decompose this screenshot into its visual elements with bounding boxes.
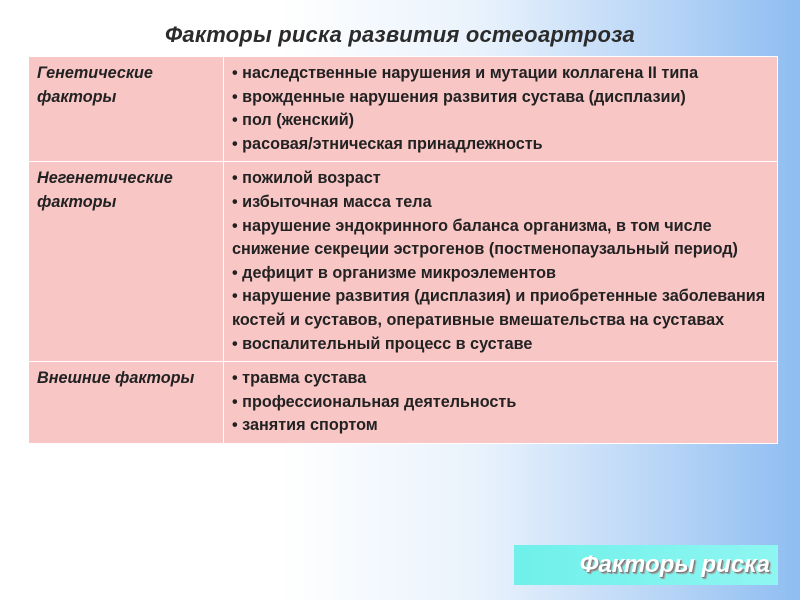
risk-factors-badge: Факторы риска	[514, 545, 778, 585]
slide-title: Факторы риска развития остеоартроза	[165, 22, 635, 47]
list-item: • наследственные нарушения и мутации коллагена II типа	[232, 62, 769, 86]
table-row	[29, 57, 778, 162]
list-item: • пол (женский)	[232, 109, 769, 133]
list-item: • воспалительный процесс в суставе	[232, 333, 769, 357]
list-item: • занятия спортом	[232, 414, 769, 438]
list-item: • избыточная масса тела	[232, 191, 769, 215]
items-cell	[224, 57, 778, 162]
list-item: • расовая/этническая принадлежность	[232, 133, 769, 157]
items-cell	[224, 362, 778, 444]
table-row	[29, 162, 778, 362]
category-cell: Внешние факторы	[29, 362, 224, 444]
table-row	[29, 362, 778, 444]
list-item: • профессиональная деятельность	[232, 391, 769, 415]
list-item: • пожилой возраст	[232, 167, 769, 191]
category-cell: Негенетические факторы	[29, 162, 224, 362]
list-item: • нарушение развития (дисплазия) и приобретенные заболевания костей и суставов, оперативные вмешательства на суставах	[232, 285, 769, 332]
items-cell	[224, 162, 778, 362]
list-item: • травма сустава	[232, 367, 769, 391]
list-item: • дефицит в организме микроэлементов	[232, 262, 769, 286]
list-item: • врожденные нарушения развития сустава (дисплазии)	[232, 86, 769, 110]
list-item: • нарушение эндокринного баланса организма, в том числе снижение секреции эстрогенов (постменопаузальный период)	[232, 215, 769, 262]
category-cell: Генетические факторы	[29, 57, 224, 162]
risk-factors-table	[28, 56, 778, 444]
